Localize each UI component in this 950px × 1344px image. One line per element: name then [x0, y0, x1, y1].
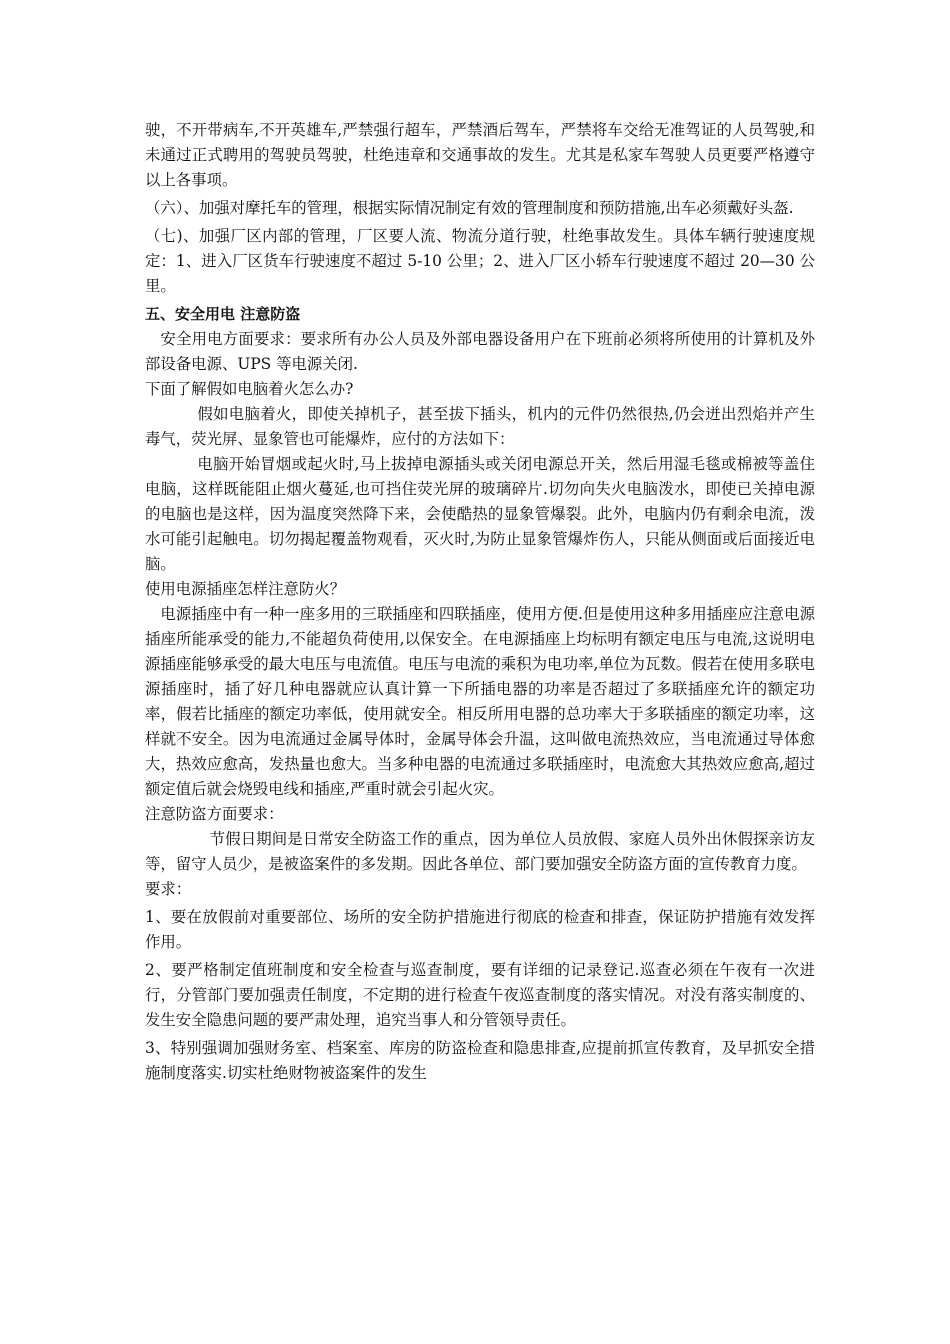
- subheading-requirements: 要求：: [145, 880, 192, 898]
- paragraph-electricity-requirements: 安全用电方面要求：要求所有办公人员及外部电器设备用户在下班前必须将所使用的计算机及外部设备电源、UPS 等电源关闭.: [145, 330, 815, 373]
- paragraph-item-6-motorcycle: （六）、加强对摩托车的管理，根据实际情况制定有效的管理制度和预防措施,出车必须戴好头盔.: [145, 199, 794, 217]
- paragraph-holiday-theft: 节假日期间是日常安全防盗工作的重点，因为单位人员放假、家庭人员外出休假探亲访友等，留守人员少，是被盗案件的多发期。因此各单位、部门要加强安全防盗方面的宣传教育力度。: [145, 830, 815, 873]
- subheading-computer-fire: 下面了解假如电脑着火怎么办?: [145, 380, 354, 398]
- paragraph-socket-fire: 电源插座中有一种一座多用的三联插座和四联插座，使用方便.但是使用这种多用插座应注意电源插座所能承受的能力,不能超负荷使用,以保安全。在电源插座上均标明有额定电压与电流,这说明电源插座能够承受的最大电压与电流值。电压与电流的乘积为电功率,单位为瓦数。假若在使用多联电源插座时，插了好几种电器就应认真计算一下所插电器的功率是否超过了多联插座允许的额定功率，假若比插座的额定功率低，使用就安全。相反所用电器的总功率大于多联插座的额定功率，这样就不安全。因为电流通过金属导体时，金属导体会升温，这叫做电流热效应，当电流通过导体愈大，热效应愈高，发热量也愈大。当多种电器的电流通过多联插座时，电流愈大其热效应愈高,超过额定值后就会烧毁电线和插座,严重时就会引起火灾。: [145, 605, 815, 798]
- subheading-theft-prevention: 注意防盗方面要求：: [145, 805, 284, 823]
- list-item-requirement-1: 1、要在放假前对重要部位、场所的安全防护措施进行彻底的检查和排查，保证防护措施有效发挥作用。: [145, 908, 815, 951]
- paragraph-computer-fire-intro: 假如电脑着火，即使关掉机子，甚至拔下插头，机内的元件仍然很热,仍会迸出烈焰并产生毒气，荧光屏、显象管也可能爆炸，应付的方法如下：: [145, 405, 815, 448]
- list-item-requirement-2: 2、要严格制定值班制度和安全检查与巡查制度，要有详细的记录登记.巡查必须在午夜有一次进行，分管部门要加强责任制度，不定期的进行检查午夜巡查制度的落实情况。对没有落实制度的、发生安全隐患问题的要严肃处理，追究当事人和分管领导责任。: [145, 961, 815, 1029]
- section-heading-5: 五、安全用电 注意防盗: [145, 305, 301, 323]
- paragraph-driving-rules: 驶，不开带病车,不开英雄车,严禁强行超车，严禁酒后驾车，严禁将车交给无准驾证的人员驾驶,和未通过正式聘用的驾驶员驾驶，杜绝违章和交通事故的发生。尤其是私家车驾驶人员更要严格遵守以上各事项。: [145, 121, 815, 189]
- list-item-requirement-3: 3、特别强调加强财务室、档案室、库房的防盗检查和隐患排查,应提前抓宣传教育，及早抓安全措施制度落实.切实杜绝财物被盗案件的发生: [145, 1039, 815, 1082]
- document-page: [145, 118, 815, 1086]
- paragraph-computer-fire-method: 电脑开始冒烟或起火时,马上拔掉电源插头或关闭电源总开关，然后用湿毛毯或棉被等盖住电脑，这样既能阻止烟火蔓延,也可挡住荧光屏的玻璃碎片.切勿向失火电脑泼水，即使已关掉电源的电脑也是这样，因为温度突然降下来，会使酷热的显象管爆裂。此外，电脑内仍有剩余电流，泼水可能引起触电。切勿揭起覆盖物观看，灭火时,为防止显象管爆炸伤人，只能从侧面或后面接近电脑。: [145, 455, 815, 573]
- subheading-socket-fire: 使用电源插座怎样注意防火？: [145, 580, 346, 598]
- paragraph-item-7-factory-area: （七)、加强厂区内部的管理，厂区要人流、物流分道行驶，杜绝事故发生。具体车辆行驶速度规定：1、进入厂区货车行驶速度不超过 5-10 公里；2、进入厂区小轿车行驶速度不超过 20—30 公里。: [145, 227, 815, 295]
